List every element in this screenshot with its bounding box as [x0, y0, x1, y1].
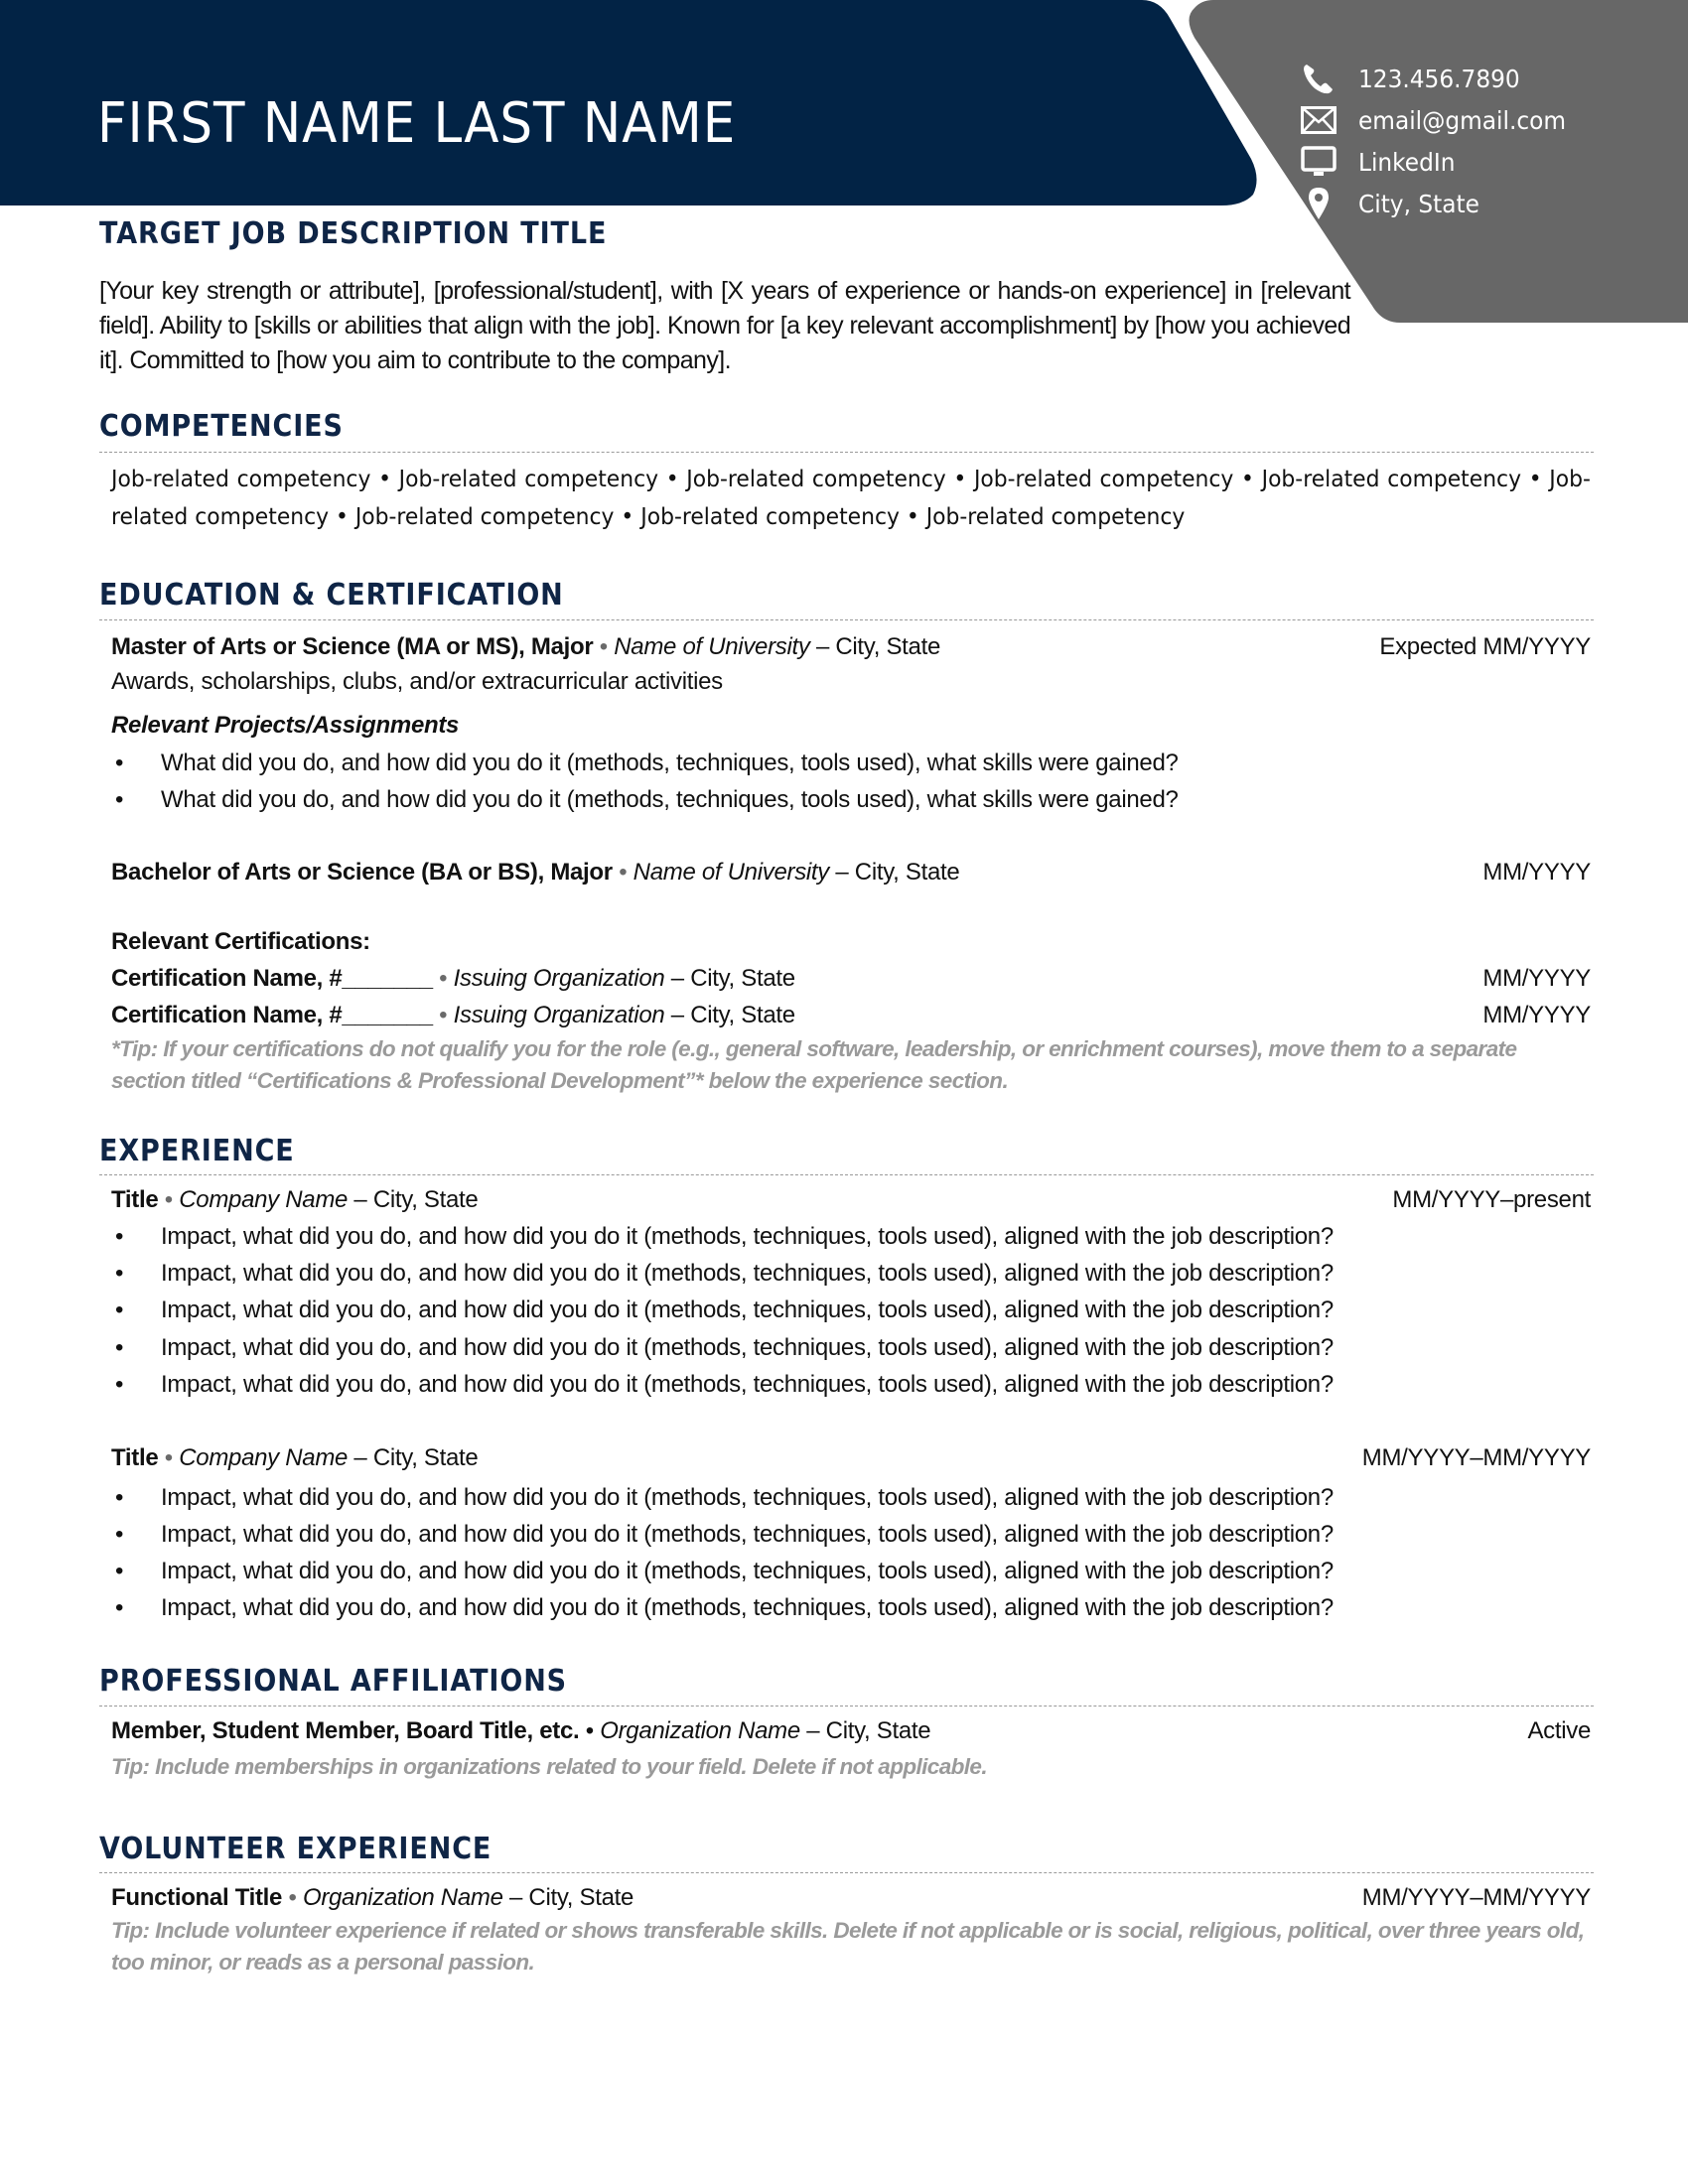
section-divider	[99, 1872, 1594, 1873]
volunteer-role: Functional Title	[111, 1884, 283, 1911]
section-divider	[99, 619, 1594, 620]
professional-summary: [Your key strength or attribute], [professional/student], with [X years of experience or hands-on experience] in [relevant field]. Ability to [skills or abilities that align with the job]. Known for [a key relevant accomplishment] by [how you achieved it]. Committed to [how you aim to contribute to the company].	[99, 277, 1350, 374]
list-item: • What did you do, and how did you do it (methods, techniques, tools used), what skills were gained?	[115, 786, 1179, 813]
section-heading-education: EDUCATION & CERTIFICATION	[99, 578, 564, 613]
degree-date: Expected MM/YYYY	[1379, 633, 1591, 660]
list-item: • Impact, what did you do, and how did you do it (methods, techniques, tools used), aligned with the job description?	[115, 1484, 1334, 1511]
target-job-title: TARGET JOB DESCRIPTION TITLE	[99, 216, 608, 251]
list-item: • Impact, what did you do, and how did you do it (methods, techniques, tools used), aligned with the job description?	[115, 1260, 1334, 1287]
projects-label: Relevant Projects/Assignments	[111, 712, 460, 739]
envelope-icon	[1301, 102, 1340, 138]
list-item: • Impact, what did you do, and how did you do it (methods, techniques, tools used), aligned with the job description?	[115, 1334, 1334, 1361]
monitor-icon	[1301, 144, 1340, 180]
affiliation-row: Member, Student Member, Board Title, etc. • Organization Name – City, State Active	[111, 1717, 1591, 1744]
phone-icon	[1301, 61, 1340, 96]
certification-row: Certification Name, #_______ • Issuing Organization – City, State MM/YYYY	[111, 1002, 1591, 1028]
volunteer-dates: MM/YYYY–MM/YYYY	[1361, 1884, 1591, 1911]
section-heading-experience: EXPERIENCE	[99, 1134, 295, 1168]
company-name: Company Name	[179, 1444, 349, 1471]
list-item: • Impact, what did you do, and how did you do it (methods, techniques, tools used), aligned with the job description?	[115, 1223, 1334, 1250]
degree-date: MM/YYYY	[1482, 859, 1591, 886]
degree-name: Master of Arts or Science (MA or MS), Major	[111, 633, 594, 660]
job-dates: MM/YYYY–present	[1392, 1186, 1591, 1213]
university-name: Name of University	[633, 859, 829, 886]
section-divider	[99, 452, 1594, 453]
section-heading-competencies: COMPETENCIES	[99, 409, 344, 444]
job-header-row: Title • Company Name – City, State MM/YYYY–present	[111, 1186, 1591, 1213]
contact-phone: 123.456.7890	[1301, 58, 1582, 99]
degree-name: Bachelor of Arts or Science (BA or BS), Major	[111, 859, 613, 886]
list-item: • Impact, what did you do, and how did you do it (methods, techniques, tools used), aligned with the job description?	[115, 1521, 1334, 1548]
list-item: • Impact, what did you do, and how did you do it (methods, techniques, tools used), aligned with the job description?	[115, 1594, 1334, 1621]
certification-row: Certification Name, #_______ • Issuing Organization – City, State MM/YYYY	[111, 965, 1591, 992]
certifications-tip: *Tip: If your certifications do not qualify you for the role (e.g., general software, leadership, or enrichment courses), move them to a separate section titled “Certifications & Professional Development”* below the experience section.	[111, 1036, 1517, 1093]
education-bachelors-row: Bachelor of Arts or Science (BA or BS), Major • Name of University – City, State MM/YYYY	[111, 859, 1591, 886]
education-activities: Awards, scholarships, clubs, and/or extracurricular activities	[111, 668, 723, 695]
membership-status: Active	[1527, 1717, 1591, 1744]
organization-name: Organization Name	[302, 1884, 503, 1911]
competencies-list: Job-related competency • Job-related competency • Job-related competency • Job-related competency • Job-related competency • Job-related competency • Job-related competency • Job-related competency • Job-related competency	[111, 465, 1591, 530]
contact-location: City, State	[1301, 183, 1582, 224]
section-divider	[99, 1174, 1594, 1175]
volunteer-row: Functional Title • Organization Name – City, State MM/YYYY–MM/YYYY	[111, 1884, 1591, 1911]
list-item: • Impact, what did you do, and how did you do it (methods, techniques, tools used), aligned with the job description?	[115, 1371, 1334, 1398]
contact-linkedin: LinkedIn	[1301, 141, 1582, 183]
list-item: • Impact, what did you do, and how did you do it (methods, techniques, tools used), aligned with the job description?	[115, 1558, 1334, 1584]
job-title: Title	[111, 1186, 159, 1213]
certifications-label: Relevant Certifications:	[111, 928, 370, 955]
university-name: Name of University	[614, 633, 810, 660]
job-title: Title	[111, 1444, 159, 1471]
list-item: • What did you do, and how did you do it (methods, techniques, tools used), what skills were gained?	[115, 750, 1179, 776]
job-header-row: Title • Company Name – City, State MM/YYYY–MM/YYYY	[111, 1444, 1591, 1471]
section-heading-volunteer: VOLUNTEER EXPERIENCE	[99, 1832, 492, 1866]
contact-email: email@gmail.com	[1301, 99, 1582, 141]
affiliations-tip: Tip: Include memberships in organizations related to your field. Delete if not applicable.	[111, 1754, 987, 1779]
section-heading-affiliations: PROFESSIONAL AFFILIATIONS	[99, 1664, 568, 1699]
location-pin-icon	[1301, 186, 1340, 221]
job-dates: MM/YYYY–MM/YYYY	[1361, 1444, 1591, 1471]
education-masters-row: Master of Arts or Science (MA or MS), Major • Name of University – City, State Expected MM/YYYY	[111, 633, 1591, 660]
membership-role: Member, Student Member, Board Title, etc.	[111, 1717, 580, 1744]
volunteer-tip: Tip: Include volunteer experience if related or shows transferable skills. Delete if not applicable or is social, religious, political, over three years old, too minor, or reads as a personal passion.	[111, 1918, 1585, 1975]
candidate-name: FIRST NAME LAST NAME	[97, 91, 737, 156]
company-name: Company Name	[179, 1186, 349, 1213]
contact-info	[1301, 58, 1582, 224]
list-item: • Impact, what did you do, and how did you do it (methods, techniques, tools used), aligned with the job description?	[115, 1297, 1334, 1323]
organization-name: Organization Name	[600, 1717, 800, 1744]
